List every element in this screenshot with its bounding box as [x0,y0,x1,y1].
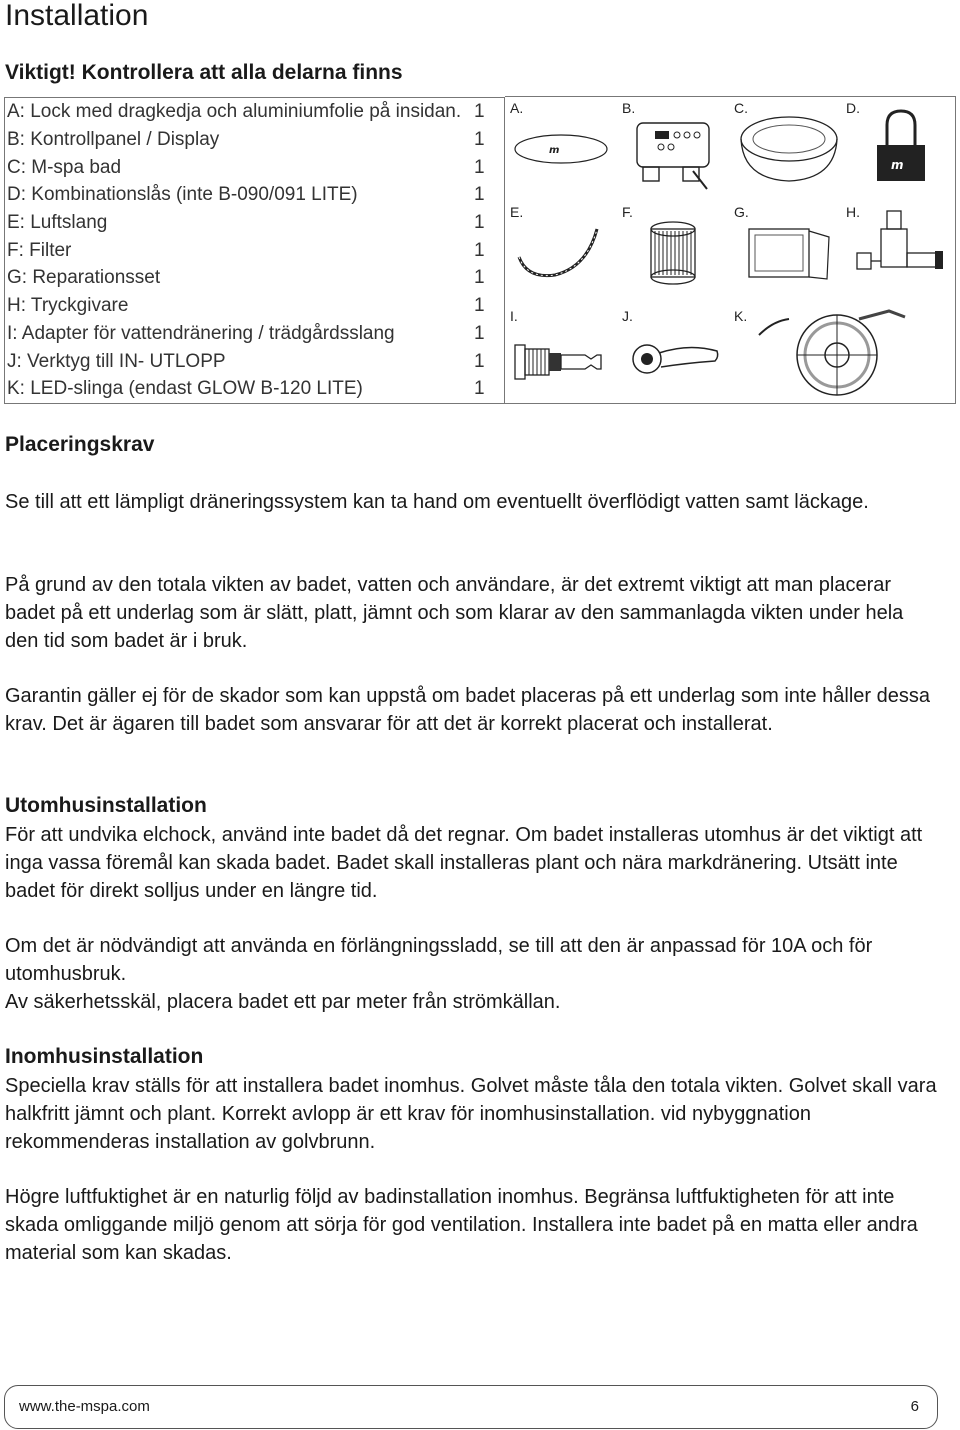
cover-logo-text: m [549,145,560,156]
page-title: Installation [5,0,149,32]
part-letter-g: G. [734,204,749,220]
part-quantity: 1 [474,378,485,400]
part-letter-d: D. [846,100,860,116]
part-label: D: Kombinationslås (inte B-090/091 LITE) [7,184,358,206]
part-letter-i: I. [510,308,518,324]
part-quantity: 1 [474,322,485,344]
placement-heading: Placeringskrav [5,433,155,456]
part-letter-h: H. [846,204,860,220]
padlock-illustration [841,97,953,201]
safety-distance-paragraph: Av säkerhetsskäl, placera badet ett par meter från strömkällan. [5,991,561,1013]
indoor-paragraph: Speciella krav ställs för att installera badet inomhus. Golvet måste tåla den totala vikten. Golvet skall vara halkfritt jämnt och plant. Korrekt avlopp är ett krav för inomhusinstallation. vid nybyggnation rekommenderas installation av golvbrunn. [5,1075,937,1153]
indoor-heading: Inomhusinstallation [5,1045,204,1068]
parts-row [5,126,505,154]
control-panel-illustration [617,97,729,201]
part-quantity: 1 [474,267,485,289]
footer-url: www.the-mspa.com [19,1398,150,1415]
part-c-cell [729,97,841,201]
spa-tub-illustration [729,97,841,201]
part-label: G: Reparationsset [7,267,161,289]
part-letter-c: C. [734,100,748,116]
humidity-paragraph: Högre luftfuktighet är en naturlig följd av badinstallation inomhus. Begränsa luftfuktigheten för att inte skada omliggande miljö genom att sörja för god ventilation. Installera inte badet på en matta eller andra material som kan skadas. [5,1186,918,1264]
part-letter-f: F. [622,204,633,220]
part-label: A: Lock med dragkedja och aluminiumfolie på insidan. [7,101,462,123]
parts-row [5,98,505,126]
part-d-cell [841,97,953,201]
part-h-cell [841,201,953,305]
checklist-heading: Viktigt! Kontrollera att alla delarna finns [5,61,403,84]
cover-illustration [505,97,617,201]
part-letter-k: K. [734,308,748,324]
part-label: H: Tryckgivare [7,295,129,317]
part-quantity: 1 [474,128,485,150]
part-label: F: Filter [7,239,72,261]
part-label: K: LED-slinga (endast GLOW B-120 LITE) [7,378,363,400]
parts-row [5,375,505,403]
padlock-logo-text: m [891,158,904,172]
parts-list-table [4,97,505,404]
part-f-cell [617,201,729,305]
part-label: E: Luftslang [7,211,108,233]
part-label: B: Kontrollpanel / Display [7,128,220,150]
valve-tool-illustration [617,305,729,405]
part-label: I: Adapter för vattendränering / trädgårdsslang [7,322,395,344]
surface-paragraph: På grund av den totala vikten av badet, vatten och användare, är det extremt viktigt att man placerar badet på ett underlag som är slätt, platt, jämnt och som klarar av den sammanlagda vikten under hela den tid som badet är i bruk. [5,574,904,652]
parts-row [5,237,505,265]
page-footer [4,1385,938,1429]
air-hose-illustration [505,201,617,305]
part-letter-b: B. [622,100,636,116]
outdoor-paragraph: För att undvika elchock, använd inte badet då det regnar. Om badet installeras utomhus är det viktigt att inga vassa föremål kan skada badet. Badet skall installeras plant och nära markdränering. Utsätt inte badet för direkt solljus under en längre tid. [5,824,923,902]
outdoor-heading: Utomhusinstallation [5,794,207,817]
part-quantity: 1 [474,101,485,123]
part-letter-e: E. [510,204,524,220]
part-label: C: M-spa bad [7,156,122,178]
parts-row [5,153,505,181]
drain-adapter-illustration [505,305,617,405]
pressure-gauge-illustration [841,201,953,305]
warranty-paragraph: Garantin gäller ej för de skador som kan uppstå om badet placeras på ett underlag som inte håller dessa krav. Det är ägaren till badet som ansvarar för att det är korrekt placerat och installerat. [5,685,930,735]
part-quantity: 1 [474,156,485,178]
drainage-paragraph: Se till att ett lämpligt dräneringssystem kan ta hand om eventuellt överflödigt vatten samt läckage. [5,491,869,513]
part-e-cell [505,201,617,305]
part-letter-j: J. [622,308,633,324]
parts-row [5,264,505,292]
part-a-cell [505,97,617,201]
part-letter-a: A. [510,100,524,116]
part-quantity: 1 [474,211,485,233]
part-label: J: Verktyg till IN- UTLOPP [7,350,226,372]
part-g-cell [729,201,841,305]
part-quantity: 1 [474,184,485,206]
parts-row [5,347,505,375]
part-j-cell [617,305,729,409]
parts-row [5,209,505,237]
parts-illustration [505,96,956,404]
part-i-cell [505,305,617,409]
page-number: 6 [910,1398,919,1415]
filter-illustration [617,201,729,305]
part-quantity: 1 [474,295,485,317]
part-quantity: 1 [474,350,485,372]
led-strip-illustration [729,305,956,405]
extension-cord-paragraph: Om det är nödvändigt att använda en förlängningssladd, se till att den är anpassad för 10A och för utomhusbruk. [5,935,873,985]
parts-row [5,181,505,209]
parts-row [5,292,505,320]
part-b-cell [617,97,729,201]
repair-kit-illustration [729,201,841,305]
parts-list-body [5,98,505,404]
parts-row [5,320,505,348]
part-quantity: 1 [474,239,485,261]
part-k-cell [729,305,956,409]
